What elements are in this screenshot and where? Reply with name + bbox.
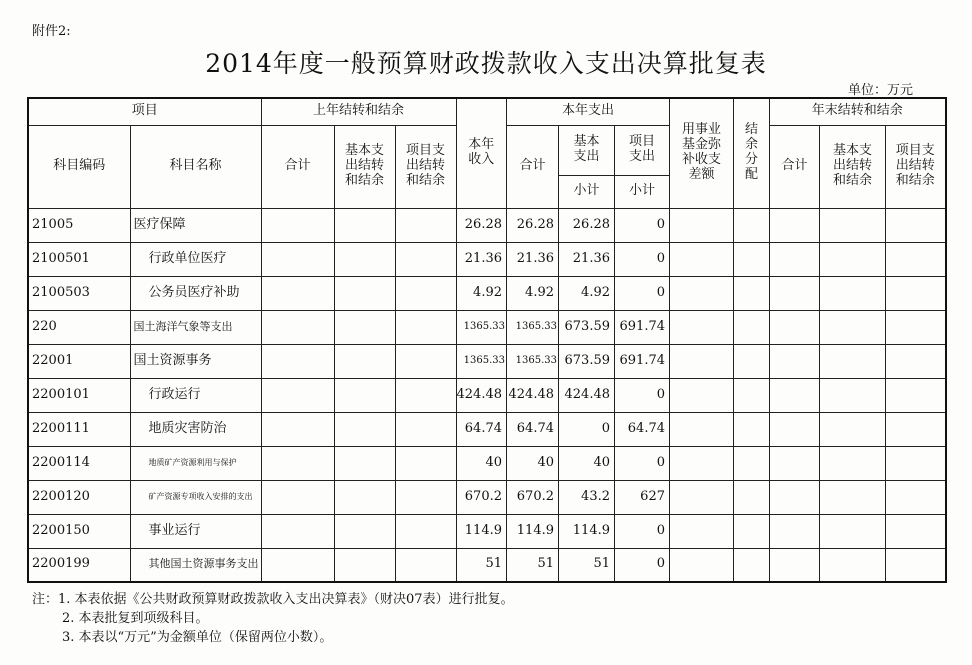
exp-project-value: 64.74	[615, 412, 670, 446]
surplus-cell	[734, 548, 770, 582]
notes	[32, 590, 514, 647]
surplus-cell	[734, 446, 770, 480]
fund-gap-cell	[670, 310, 734, 344]
prev-total	[261, 208, 334, 242]
prev-basic	[334, 514, 395, 548]
end-project-cell	[886, 446, 946, 480]
exp-project-value: 0	[615, 242, 670, 276]
table-row	[28, 480, 946, 514]
prev-project	[395, 480, 456, 514]
end-total-cell	[770, 548, 820, 582]
prev-total	[261, 446, 334, 480]
surplus-cell	[734, 310, 770, 344]
subject-name: 事业运行	[130, 514, 261, 548]
note-1: 注：1. 本表依据《公共财政预算财政拨款收入支出决算表》（财决07表）进行批复。	[32, 592, 514, 607]
exp-total-value: 40	[507, 446, 559, 480]
prev-total	[261, 276, 334, 310]
end-project-cell	[886, 514, 946, 548]
surplus-cell	[734, 208, 770, 242]
prev-project	[395, 446, 456, 480]
subject-name: 地质矿产资源利用与保护	[130, 446, 261, 480]
prev-project	[395, 276, 456, 310]
end-total-cell	[770, 480, 820, 514]
prev-basic	[334, 344, 395, 378]
prev-total	[261, 310, 334, 344]
end-basic-cell	[820, 344, 886, 378]
header-end-basic: 基本支 出结转 和结余	[820, 125, 886, 208]
subject-code: 2100503	[28, 276, 130, 310]
income-value: 26.28	[456, 208, 507, 242]
end-project-cell	[886, 242, 946, 276]
income-value: 1365.33	[456, 310, 507, 344]
income-value: 21.36	[456, 242, 507, 276]
exp-project-value: 0	[615, 378, 670, 412]
subject-name: 其他国土资源事务支出	[130, 548, 261, 582]
header-exp-basic-subtotal: 小计	[559, 175, 615, 208]
fund-gap-cell	[670, 378, 734, 412]
surplus-cell	[734, 276, 770, 310]
prev-total	[261, 412, 334, 446]
table-row	[28, 412, 946, 446]
exp-total-value: 21.36	[507, 242, 559, 276]
prev-basic	[334, 276, 395, 310]
exp-total-value: 1365.33	[507, 310, 559, 344]
surplus-cell	[734, 378, 770, 412]
header-row-1	[28, 98, 946, 125]
header-end-balance: 年末结转和结余	[770, 98, 946, 125]
exp-basic-value: 424.48	[559, 378, 615, 412]
end-project-cell	[886, 310, 946, 344]
end-basic-cell	[820, 514, 886, 548]
surplus-cell	[734, 480, 770, 514]
end-basic-cell	[820, 276, 886, 310]
exp-total-value: 114.9	[507, 514, 559, 548]
exp-project-value: 691.74	[615, 344, 670, 378]
exp-basic-value: 26.28	[559, 208, 615, 242]
prev-project	[395, 412, 456, 446]
header-project: 项目	[28, 98, 261, 125]
end-total-cell	[770, 446, 820, 480]
end-project-cell	[886, 378, 946, 412]
income-value: 1365.33	[456, 344, 507, 378]
income-value: 40	[456, 446, 507, 480]
exp-total-value: 51	[507, 548, 559, 582]
end-basic-cell	[820, 412, 886, 446]
unit-label: 单位：万元	[848, 83, 914, 98]
subject-name: 地质灾害防治	[130, 412, 261, 446]
end-basic-cell	[820, 446, 886, 480]
income-value: 670.2	[456, 480, 507, 514]
header-fund-gap: 用事业 基金弥 补收支 差额	[670, 98, 734, 208]
subject-name: 国土资源事务	[130, 344, 261, 378]
exp-basic-value: 40	[559, 446, 615, 480]
surplus-cell	[734, 514, 770, 548]
header-prev-total: 合计	[261, 125, 334, 208]
table-row	[28, 514, 946, 548]
attachment-label: 附件2:	[32, 24, 71, 39]
subject-code: 220	[28, 310, 130, 344]
exp-basic-value: 0	[559, 412, 615, 446]
end-basic-cell	[820, 548, 886, 582]
subject-name: 国土海洋气象等支出	[130, 310, 261, 344]
prev-basic	[334, 310, 395, 344]
note-3: 3. 本表以“万元”为金额单位（保留两位小数）。	[62, 630, 333, 645]
fund-gap-cell	[670, 276, 734, 310]
end-basic-cell	[820, 378, 886, 412]
exp-total-value: 1365.33	[507, 344, 559, 378]
exp-basic-value: 21.36	[559, 242, 615, 276]
subject-code: 2200150	[28, 514, 130, 548]
subject-name: 行政单位医疗	[130, 242, 261, 276]
prev-total	[261, 514, 334, 548]
header-current-income: 本年 收入	[456, 98, 507, 208]
prev-project	[395, 310, 456, 344]
header-exp-project: 项目 支出	[615, 125, 670, 175]
subject-code: 2200114	[28, 446, 130, 480]
header-exp-total: 合计	[507, 125, 559, 208]
prev-basic	[334, 242, 395, 276]
end-project-cell	[886, 344, 946, 378]
exp-basic-value: 43.2	[559, 480, 615, 514]
subject-code: 2200111	[28, 412, 130, 446]
end-project-cell	[886, 276, 946, 310]
fund-gap-cell	[670, 480, 734, 514]
prev-total	[261, 548, 334, 582]
table-row	[28, 208, 946, 242]
exp-total-value: 26.28	[507, 208, 559, 242]
exp-basic-value: 114.9	[559, 514, 615, 548]
exp-project-value: 0	[615, 208, 670, 242]
subject-code: 2100501	[28, 242, 130, 276]
end-total-cell	[770, 378, 820, 412]
exp-project-value: 0	[615, 446, 670, 480]
note-2: 2. 本表批复到项级科目。	[62, 611, 209, 626]
income-value: 424.48	[456, 378, 507, 412]
prev-project	[395, 344, 456, 378]
subject-name: 医疗保障	[130, 208, 261, 242]
exp-total-value: 4.92	[507, 276, 559, 310]
income-value: 114.9	[456, 514, 507, 548]
surplus-cell	[734, 412, 770, 446]
prev-total	[261, 344, 334, 378]
exp-project-value: 627	[615, 480, 670, 514]
header-prev-basic: 基本支 出结转 和结余	[334, 125, 395, 208]
fund-gap-cell	[670, 242, 734, 276]
table-row	[28, 344, 946, 378]
prev-project	[395, 242, 456, 276]
income-value: 51	[456, 548, 507, 582]
exp-project-value: 0	[615, 276, 670, 310]
prev-project	[395, 208, 456, 242]
end-project-cell	[886, 412, 946, 446]
header-exp-project-subtotal: 小计	[615, 175, 670, 208]
exp-project-value: 691.74	[615, 310, 670, 344]
fund-gap-cell	[670, 412, 734, 446]
end-total-cell	[770, 344, 820, 378]
income-value: 64.74	[456, 412, 507, 446]
table-row	[28, 276, 946, 310]
end-basic-cell	[820, 208, 886, 242]
end-basic-cell	[820, 310, 886, 344]
document-title: 2014年度一般预算财政拨款收入支出决算批复表	[205, 49, 767, 78]
exp-basic-value: 673.59	[559, 344, 615, 378]
prev-total	[261, 378, 334, 412]
table-row	[28, 242, 946, 276]
prev-project	[395, 548, 456, 582]
table-row	[28, 378, 946, 412]
prev-basic	[334, 548, 395, 582]
end-total-cell	[770, 276, 820, 310]
exp-total-value: 424.48	[507, 378, 559, 412]
fund-gap-cell	[670, 446, 734, 480]
prev-project	[395, 378, 456, 412]
fund-gap-cell	[670, 548, 734, 582]
prev-total	[261, 242, 334, 276]
header-prev-balance: 上年结转和结余	[261, 98, 456, 125]
end-total-cell	[770, 242, 820, 276]
prev-basic	[334, 480, 395, 514]
budget-approval-table	[27, 97, 947, 583]
exp-basic-value: 4.92	[559, 276, 615, 310]
header-end-total: 合计	[770, 125, 820, 208]
header-surplus-allocation: 结 余 分 配	[734, 98, 770, 208]
exp-project-value: 0	[615, 548, 670, 582]
exp-total-value: 64.74	[507, 412, 559, 446]
table-row	[28, 446, 946, 480]
prev-project	[395, 514, 456, 548]
header-subject-code: 科目编码	[28, 125, 130, 208]
subject-name: 矿产资源专项收入安排的支出	[130, 480, 261, 514]
end-project-cell	[886, 480, 946, 514]
end-total-cell	[770, 208, 820, 242]
exp-total-value: 670.2	[507, 480, 559, 514]
table-row	[28, 548, 946, 582]
subject-code: 2200101	[28, 378, 130, 412]
end-project-cell	[886, 208, 946, 242]
prev-basic	[334, 412, 395, 446]
subject-name: 行政运行	[130, 378, 261, 412]
fund-gap-cell	[670, 208, 734, 242]
exp-basic-value: 673.59	[559, 310, 615, 344]
exp-basic-value: 51	[559, 548, 615, 582]
fund-gap-cell	[670, 344, 734, 378]
end-basic-cell	[820, 242, 886, 276]
header-subject-name: 科目名称	[130, 125, 261, 208]
prev-basic	[334, 208, 395, 242]
surplus-cell	[734, 344, 770, 378]
subject-code: 22001	[28, 344, 130, 378]
income-value: 4.92	[456, 276, 507, 310]
header-prev-project: 项目支 出结转 和结余	[395, 125, 456, 208]
header-exp-basic: 基本 支出	[559, 125, 615, 175]
exp-project-value: 0	[615, 514, 670, 548]
end-total-cell	[770, 310, 820, 344]
header-current-expenditure: 本年支出	[507, 98, 670, 125]
surplus-cell	[734, 242, 770, 276]
prev-total	[261, 480, 334, 514]
subject-code: 2200199	[28, 548, 130, 582]
header-end-project: 项目支 出结转 和结余	[886, 125, 946, 208]
end-basic-cell	[820, 480, 886, 514]
subject-name: 公务员医疗补助	[130, 276, 261, 310]
prev-basic	[334, 446, 395, 480]
fund-gap-cell	[670, 514, 734, 548]
table-row	[28, 310, 946, 344]
end-total-cell	[770, 514, 820, 548]
end-total-cell	[770, 412, 820, 446]
prev-basic	[334, 378, 395, 412]
subject-code: 21005	[28, 208, 130, 242]
subject-code: 2200120	[28, 480, 130, 514]
end-project-cell	[886, 548, 946, 582]
